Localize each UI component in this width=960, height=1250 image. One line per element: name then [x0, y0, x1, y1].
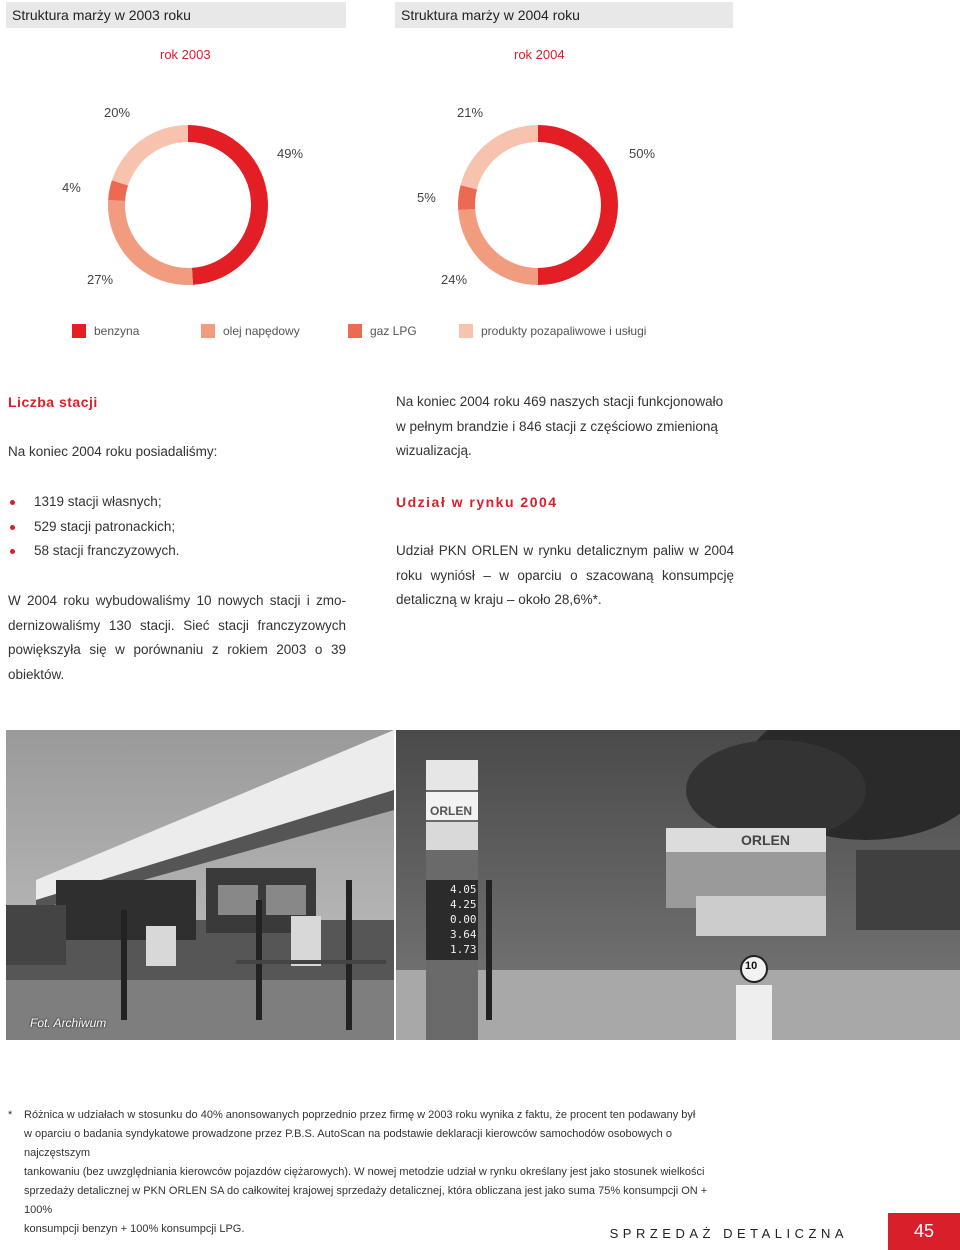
text-line: dernizowaliśmy 130 stacji. Sieć stacji franczyzowych [8, 617, 346, 633]
donut-2003 [108, 125, 268, 285]
text-line: wizualizacją. [396, 443, 472, 458]
photo-orlen-sign [396, 730, 960, 1040]
legend-label: gaz LPG [370, 324, 417, 338]
fuel-price: 3.64 [450, 928, 477, 941]
donut-slice-produkty [461, 125, 538, 189]
donut-slice-benzyna [188, 125, 268, 285]
chart-2004-title: rok 2004 [514, 47, 565, 62]
text-line: Udział PKN ORLEN w rynku detalicznym paliw w 2004 [396, 543, 734, 558]
text-line: w oparciu o badania syndykatowe prowadzone przez P.B.S. AutoScan na podstawie deklaracji kierowców samochodów osobowych o najczęstszym [24, 1128, 672, 1159]
legend-label: produkty pozapaliwowe i usługi [481, 324, 647, 338]
fuel-price: 0.00 [450, 913, 477, 926]
photo-station-canopy [6, 730, 394, 1040]
chart-2004-header: Struktura marży w 2004 roku [395, 2, 733, 28]
legend-item-lpg [348, 324, 417, 338]
fuel-price: 1.73 [450, 943, 477, 956]
stations-intro: Na koniec 2004 roku posiadaliśmy: [8, 444, 218, 459]
legend-item-olej [201, 324, 300, 338]
list-item: 529 stacji patronackich; [8, 515, 180, 540]
fuel-price-board [450, 882, 477, 957]
market-heading: Udział w rynku 2004 [396, 494, 558, 510]
label-2003-uslugi: 20% [104, 105, 131, 120]
label-2003-benzyna: 49% [277, 146, 304, 161]
legend-swatch [348, 324, 362, 338]
text-line: konsumpcji benzyn + 100% konsumpcji LPG. [24, 1223, 245, 1235]
legend-item-benzyna [72, 324, 139, 338]
footnote-marker: * [8, 1109, 13, 1121]
text-line: tankowaniu (bez uwzględniania kierowców pojazdów ciężarowych). W nowej metodzie udział w rynku określany jest jako stosunek wielkości [24, 1166, 705, 1178]
text-line: w pełnym brandzie i 846 stacji z częściowo zmienioną [396, 418, 718, 434]
photo-canopy-image [6, 730, 394, 1040]
label-2003-lpg: 4% [62, 180, 81, 195]
canopy-brand: ORLEN [741, 832, 790, 848]
donut-slice-benzyna [538, 125, 618, 285]
label-2004-benzyna: 50% [629, 146, 656, 161]
fuel-price: 4.25 [450, 898, 477, 911]
sign-brand: ORLEN [430, 804, 472, 818]
chart-2003-header: Struktura marży w 2003 roku [6, 2, 346, 28]
legend-item-uslugi [459, 324, 646, 338]
text-line: roku wyniósł – w oparciu o szacowaną konsumpcję [396, 567, 734, 583]
fuel-price: 4.05 [450, 883, 477, 896]
donut-slice-olej [108, 200, 193, 285]
stations-list [8, 490, 180, 564]
legend-label: benzyna [94, 324, 140, 338]
branding-paragraph [396, 390, 736, 464]
text-line: Różnica w udziałach w stosunku do 40% anonsowanych poprzednio przez firmę w 2003 roku wynika z faktu, że procent ten podawany był [24, 1109, 696, 1121]
footnote [24, 1106, 734, 1239]
list-item: 58 stacji franczyzowych. [8, 539, 180, 564]
list-item: 1319 stacji własnych; [8, 490, 180, 515]
donut-slice-produkty [112, 125, 188, 186]
text-line: detaliczną w kraju – około 28,6%*. [396, 592, 602, 607]
text-line: obiektów. [8, 666, 65, 682]
section-title: SPRZEDAŻ DETALICZNA [609, 1226, 848, 1241]
legend-label: olej napędowy [223, 324, 300, 338]
stations-heading: Liczba stacji [8, 394, 98, 410]
donut-2004 [458, 125, 618, 285]
label-2004-on: 24% [441, 272, 468, 287]
label-2003-on: 27% [87, 272, 114, 287]
market-paragraph [396, 539, 734, 613]
label-2004-lpg: 5% [417, 190, 436, 205]
legend-swatch [201, 324, 215, 338]
photo-caption: Fot. Archiwum [30, 1016, 107, 1030]
label-2004-uslugi: 21% [457, 105, 484, 120]
page-number: 45 [888, 1213, 960, 1250]
text-line: sprzedaży detalicznej w PKN ORLEN SA do całkowitej krajowej sprzedaży detalicznej, która obliczana jest jako suma 75% konsumpcji ON + 100% [24, 1185, 708, 1216]
text-line: Na koniec 2004 roku 469 naszych stacji funkcjonowało [396, 394, 724, 409]
stations-paragraph [8, 589, 346, 687]
chart-2003-title: rok 2003 [160, 47, 211, 62]
text-line: powiększyła się w porównaniu z rokiem 2003 o 39 [8, 642, 346, 657]
donut-charts [0, 0, 960, 300]
legend-swatch [72, 324, 86, 338]
photo-sign-image [396, 730, 960, 1040]
donut-slice-gaz [458, 185, 477, 210]
pump-number: 10 [745, 960, 758, 972]
legend-swatch [459, 324, 473, 338]
text-line: W 2004 roku wybudowaliśmy 10 nowych stacji i zmo- [8, 593, 346, 608]
donut-slice-olej [458, 209, 538, 285]
